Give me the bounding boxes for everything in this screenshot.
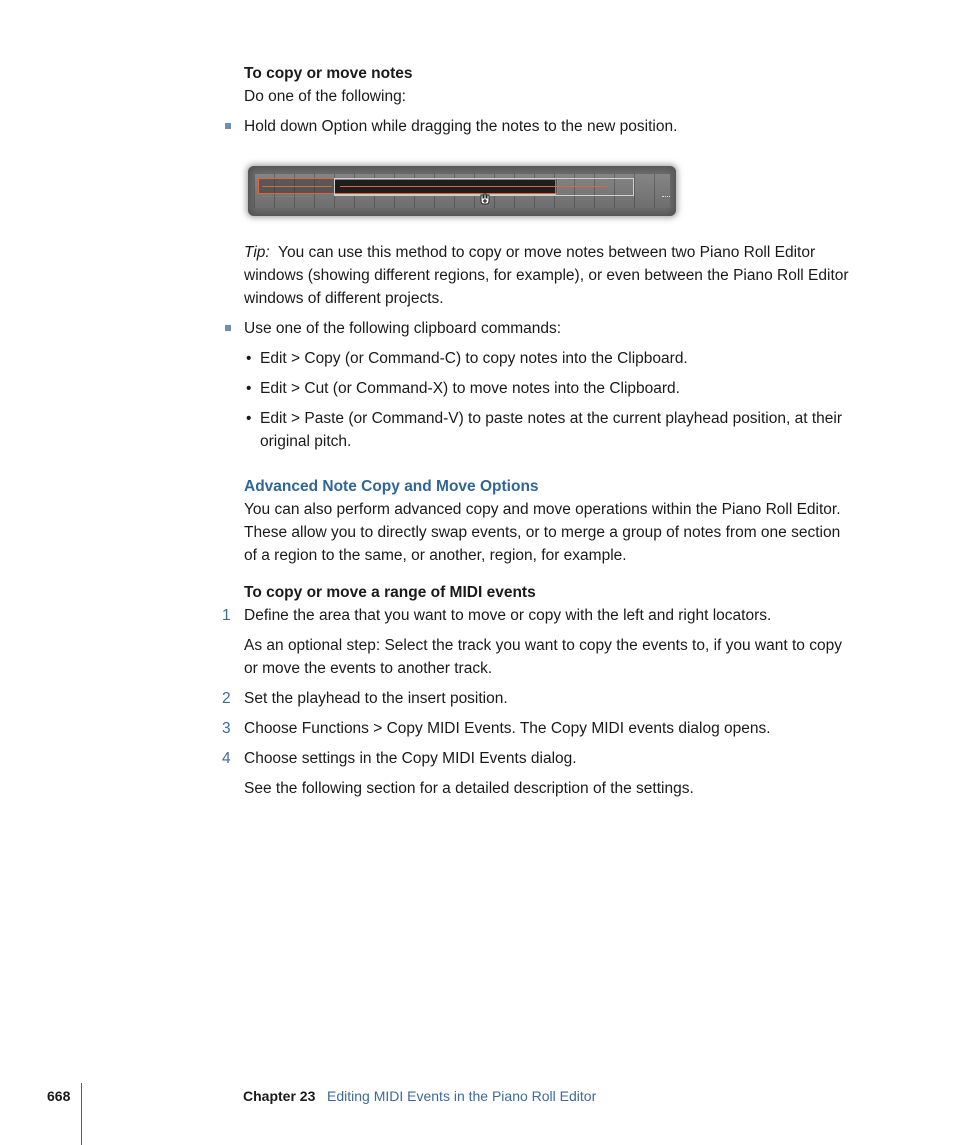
dotted-line	[262, 196, 312, 197]
step-text: Define the area that you want to move or copy with the left and right locators.	[244, 607, 772, 624]
optional-step	[244, 634, 884, 680]
note-velocity-line	[340, 186, 608, 187]
tip-line-2: windows (showing different regions, for example), or even between the Piano Roll Editor	[244, 267, 849, 284]
step-number: 3	[222, 720, 231, 737]
step-text: Set the playhead to the insert position.	[244, 690, 508, 707]
tip-paragraph	[244, 241, 884, 310]
piano-roll-figure	[244, 160, 680, 222]
bullet-dot-icon: •	[246, 380, 252, 397]
para-line-3: of a region to the same, or another, region, for example.	[244, 547, 627, 564]
tip-line-1: You can use this method to copy or move notes between two Piano Roll Editor	[278, 244, 816, 261]
page-number: 668	[47, 1088, 71, 1104]
optional-line-1: As an optional step: Select the track you want to copy the events to, if you want to copy	[244, 637, 842, 654]
sub-bullet-paste-line-1: Edit > Paste (or Command-V) to paste notes at the current playhead position, at their	[260, 410, 842, 427]
task-title-copy-move-notes: To copy or move notes	[244, 65, 413, 82]
tip-line-3: windows of different projects.	[244, 290, 444, 307]
bullet-dot-icon: •	[246, 350, 252, 367]
bullet-dot-icon: •	[246, 410, 252, 427]
step-number: 4	[222, 750, 231, 767]
advanced-paragraph	[244, 498, 884, 567]
bullet-clipboard: Use one of the following clipboard commands:	[244, 320, 562, 337]
task-title-midi-range: To copy or move a range of MIDI events	[244, 584, 536, 601]
bullet-square-icon	[225, 325, 231, 331]
step-text: Choose Functions > Copy MIDI Events. The Copy MIDI events dialog opens.	[244, 720, 771, 737]
sub-bullet-paste-line-2: original pitch.	[260, 433, 352, 450]
tip-label: Tip:	[244, 244, 270, 261]
footer-chapter: Chapter 23	[243, 1088, 316, 1104]
footer-chapter-title: Editing MIDI Events in the Piano Roll Editor	[327, 1088, 597, 1104]
note-velocity-line-left	[262, 186, 332, 187]
sub-bullet-paste	[260, 407, 880, 453]
piano-roll-strip	[248, 166, 676, 216]
bullet-square-icon	[225, 123, 231, 129]
para-line-1: You can also perform advanced copy and move operations within the Piano Roll Editor.	[244, 501, 841, 518]
copy-hand-cursor-icon	[478, 190, 492, 204]
footer-divider	[81, 1083, 82, 1145]
step-number: 1	[222, 607, 231, 624]
optional-line-2: or move the events to another track.	[244, 660, 493, 677]
dotted-line-right	[662, 196, 670, 197]
para-line-2: These allow you to directly swap events, or to merge a group of notes from one section	[244, 524, 841, 541]
bullet-option-drag: Hold down Option while dragging the notes to the new position.	[244, 118, 678, 135]
step-number: 2	[222, 690, 231, 707]
see-following-text: See the following section for a detailed description of the settings.	[244, 780, 694, 797]
step-text: Choose settings in the Copy MIDI Events dialog.	[244, 750, 577, 767]
intro-text: Do one of the following:	[244, 88, 406, 105]
sub-bullet-cut: Edit > Cut (or Command-X) to move notes into the Clipboard.	[260, 380, 680, 397]
section-heading: Advanced Note Copy and Move Options	[244, 478, 539, 495]
sub-bullet-copy: Edit > Copy (or Command-C) to copy notes into the Clipboard.	[260, 350, 688, 367]
